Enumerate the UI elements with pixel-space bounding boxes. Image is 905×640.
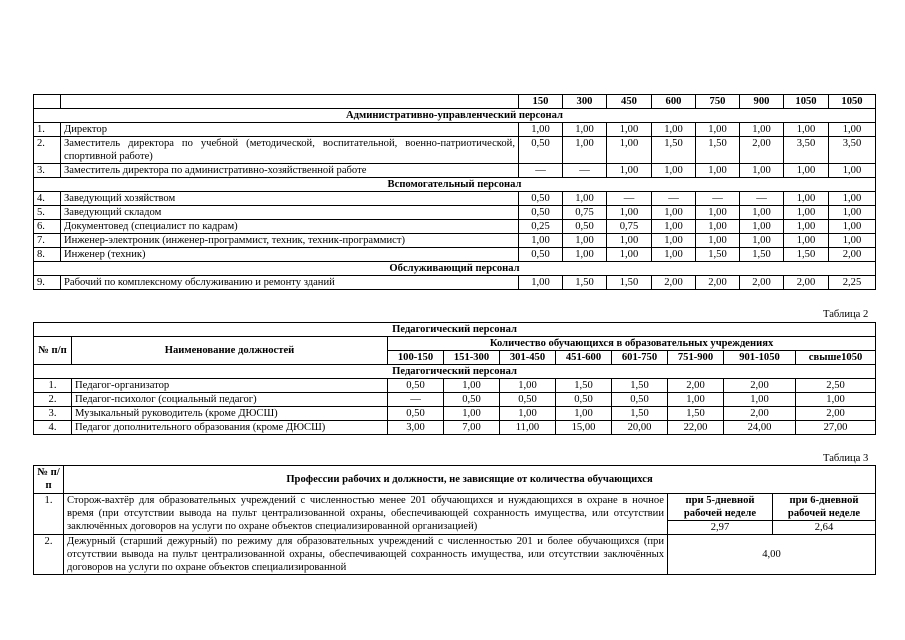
table-row: [34, 234, 876, 248]
name-header: Наименование должностей: [72, 337, 388, 365]
row-num: 4.: [34, 192, 61, 206]
cell-value: 1,50: [696, 248, 740, 262]
cell-value: 3,50: [784, 137, 829, 164]
cell-value: 0,50: [519, 206, 563, 220]
cell-value: 1,50: [784, 248, 829, 262]
row-text: Сторож-вахтёр для образовательных учреждений с численностью менее 201 обучающихся и нуждающихся в охране в ночное время (при отсутствии вывода на пульт централизованной охраны, обеспечивающей сохранность имущества, или отсутствии заключённых договоров на услуги по охране объектов специализированной организацией): [64, 494, 668, 535]
cell-value: 1,00: [519, 123, 563, 137]
row-name: Инженер-электроник (инженер-программист, техник, техник-программист): [61, 234, 519, 248]
cell-value: 0,50: [519, 192, 563, 206]
cell-value: 3,00: [388, 421, 444, 435]
cell-value: 2,50: [796, 379, 876, 393]
cell-value: 2,00: [796, 407, 876, 421]
cell-value: 0,50: [444, 393, 500, 407]
cell-value: 1,00: [668, 393, 724, 407]
cell-value: 2,00: [740, 276, 784, 290]
cell-value: 1,00: [829, 206, 876, 220]
cell-value: 1,00: [796, 393, 876, 407]
range-header: 901-1050: [724, 351, 796, 365]
cell-value: 0,25: [519, 220, 563, 234]
row-name: Музыкальный руководитель (кроме ДЮСШ): [72, 407, 388, 421]
cell-value: 1,00: [696, 206, 740, 220]
cell-value: 2,25: [829, 276, 876, 290]
table-row: [34, 494, 876, 521]
cell-value: 1,00: [607, 123, 652, 137]
table2-caption: Таблица 2: [823, 309, 869, 320]
cell-value: 22,00: [668, 421, 724, 435]
five-day-week-value: 2,97: [668, 521, 773, 535]
header-900: 900: [740, 95, 784, 109]
table2-title-row: [34, 323, 876, 337]
cell-value: 1,00: [607, 164, 652, 178]
cell-value: 1,00: [724, 393, 796, 407]
cell-value: 0,50: [612, 393, 668, 407]
row-name: Рабочий по комплексному обслуживанию и ремонту зданий: [61, 276, 519, 290]
staffing-table-2: [33, 322, 876, 435]
cell-value: 0,50: [519, 248, 563, 262]
cell-value: 20,00: [612, 421, 668, 435]
table-row: [34, 164, 876, 178]
cell-value: 1,00: [563, 192, 607, 206]
row-text: Дежурный (старший дежурный) по режиму для образовательных учреждений с численностью 201 и более обучающихся (при отсутствии вывода на пульт централизованной охраны, обеспечивающей сохранность имущества, или отсутствии заключённых договоров на услуги по охране объектов специализированной: [64, 535, 668, 575]
cell-value: 27,00: [796, 421, 876, 435]
cell-value: 1,00: [652, 248, 696, 262]
row-num: 4.: [34, 421, 72, 435]
cell-value: —: [388, 393, 444, 407]
cell-value: 7,00: [444, 421, 500, 435]
cell-value: 1,00: [556, 407, 612, 421]
row-name: Заведующий складом: [61, 206, 519, 220]
cell-value: 2,00: [724, 407, 796, 421]
header-num-empty: [34, 95, 61, 109]
row-num: 2.: [34, 137, 61, 164]
row-value: 4,00: [668, 535, 876, 575]
cell-value: 1,00: [696, 220, 740, 234]
six-day-week-header: при 6-дневной рабочей неделе: [773, 494, 876, 521]
row-name: Заместитель директора по учебной (методической, воспитательной, военно-патриотической, спортивной работе): [61, 137, 519, 164]
cell-value: 2,00: [696, 276, 740, 290]
num-header: № п/п: [34, 466, 64, 494]
cell-value: 2,00: [668, 379, 724, 393]
cell-value: 1,50: [696, 137, 740, 164]
row-num: 1.: [34, 123, 61, 137]
cell-value: 1,00: [784, 206, 829, 220]
cell-value: 1,00: [607, 234, 652, 248]
range-header: 751-900: [668, 351, 724, 365]
table-row: [34, 421, 876, 435]
cell-value: 1,00: [607, 137, 652, 164]
cell-value: —: [607, 192, 652, 206]
cell-value: 1,00: [444, 407, 500, 421]
table-row: [34, 393, 876, 407]
cell-value: 1,50: [740, 248, 784, 262]
cell-value: 1,00: [652, 164, 696, 178]
cell-value: 1,00: [696, 234, 740, 248]
header-750: 750: [696, 95, 740, 109]
cell-value: 1,00: [563, 248, 607, 262]
cell-value: 0,75: [607, 220, 652, 234]
table-row: [34, 206, 876, 220]
table1-header-row: [34, 95, 876, 109]
num-header: № п/п: [34, 337, 72, 365]
row-name: Директор: [61, 123, 519, 137]
cell-value: 1,00: [652, 234, 696, 248]
cell-value: —: [696, 192, 740, 206]
cell-value: 1,00: [829, 192, 876, 206]
table3-title: Профессии рабочих и должности, не зависящие от количества обучающихся: [64, 466, 876, 494]
cell-value: 1,00: [784, 192, 829, 206]
cell-value: 1,00: [607, 206, 652, 220]
row-name: Документовед (специалист по кадрам): [61, 220, 519, 234]
cell-value: 1,00: [740, 206, 784, 220]
cell-value: 1,00: [784, 220, 829, 234]
cell-value: 2,00: [829, 248, 876, 262]
six-day-week-value: 2,64: [773, 521, 876, 535]
cell-value: 24,00: [724, 421, 796, 435]
row-name: Педагог-организатор: [72, 379, 388, 393]
row-num: 9.: [34, 276, 61, 290]
range-header: 151-300: [444, 351, 500, 365]
header-450: 450: [607, 95, 652, 109]
row-num: 8.: [34, 248, 61, 262]
cell-value: 1,00: [500, 407, 556, 421]
cell-value: 0,50: [388, 379, 444, 393]
cell-value: 1,50: [668, 407, 724, 421]
cell-value: 3,50: [829, 137, 876, 164]
row-num: 3.: [34, 164, 61, 178]
range-header: 451-600: [556, 351, 612, 365]
cell-value: 2,00: [740, 137, 784, 164]
table2-header-row: [34, 337, 876, 351]
table-row: [34, 220, 876, 234]
row-num: 6.: [34, 220, 61, 234]
row-name: Заведующий хозяйством: [61, 192, 519, 206]
cell-value: 0,50: [556, 393, 612, 407]
cell-value: 1,00: [696, 164, 740, 178]
table2-title: Педагогический персонал: [34, 323, 876, 337]
cell-value: 1,50: [612, 407, 668, 421]
range-header: свыше1050: [796, 351, 876, 365]
row-num: 3.: [34, 407, 72, 421]
cell-value: 1,00: [784, 234, 829, 248]
cell-value: 1,00: [829, 164, 876, 178]
cell-value: 1,50: [652, 137, 696, 164]
table-row: [34, 192, 876, 206]
header-600: 600: [652, 95, 696, 109]
section-row: [34, 262, 876, 276]
row-name: Инженер (техник): [61, 248, 519, 262]
cell-value: 1,00: [696, 123, 740, 137]
cell-value: 1,00: [740, 234, 784, 248]
cell-value: 1,00: [519, 234, 563, 248]
cell-value: 1,00: [563, 137, 607, 164]
cell-value: 0,50: [563, 220, 607, 234]
cell-value: 1,00: [829, 123, 876, 137]
row-num: 2.: [34, 535, 64, 575]
staffing-table-1: [33, 94, 876, 290]
table3-header-row: [34, 466, 876, 494]
cell-value: 1,00: [652, 123, 696, 137]
section-title-pedagogical: Педагогический персонал: [34, 365, 876, 379]
cell-value: 2,00: [652, 276, 696, 290]
cell-value: 1,00: [740, 123, 784, 137]
section-title-service: Обслуживающий персонал: [34, 262, 876, 276]
cell-value: 2,00: [784, 276, 829, 290]
cell-value: 1,50: [612, 379, 668, 393]
cell-value: 1,50: [563, 276, 607, 290]
section-row: [34, 178, 876, 192]
count-header: Количество обучающихся в образовательных учреждениях: [388, 337, 876, 351]
cell-value: 1,00: [829, 234, 876, 248]
five-day-week-header: при 5-дневной рабочей неделе: [668, 494, 773, 521]
cell-value: 1,00: [519, 276, 563, 290]
row-num: 1.: [34, 379, 72, 393]
section-title-auxiliary: Вспомогательный персонал: [34, 178, 876, 192]
row-num: 5.: [34, 206, 61, 220]
table-row: [34, 123, 876, 137]
cell-value: 1,00: [607, 248, 652, 262]
cell-value: —: [740, 192, 784, 206]
table-row: [34, 137, 876, 164]
table-row: [34, 379, 876, 393]
header-name-empty: [61, 95, 519, 109]
cell-value: 1,00: [563, 123, 607, 137]
range-header: 301-450: [500, 351, 556, 365]
cell-value: 1,00: [740, 164, 784, 178]
range-header: 100-150: [388, 351, 444, 365]
cell-value: 1,00: [500, 379, 556, 393]
row-name: Заместитель директора по административно-хозяйственной работе: [61, 164, 519, 178]
header-1050: 1050: [784, 95, 829, 109]
cell-value: 11,00: [500, 421, 556, 435]
cell-value: 1,00: [829, 220, 876, 234]
cell-value: —: [563, 164, 607, 178]
table3-caption: Таблица 3: [823, 453, 869, 464]
range-header: 601-750: [612, 351, 668, 365]
cell-value: 0,75: [563, 206, 607, 220]
cell-value: 1,00: [652, 220, 696, 234]
cell-value: —: [519, 164, 563, 178]
table-row: [34, 535, 876, 575]
table-row: [34, 276, 876, 290]
cell-value: 2,00: [724, 379, 796, 393]
row-name: Педагог дополнительного образования (кроме ДЮСШ): [72, 421, 388, 435]
row-num: 7.: [34, 234, 61, 248]
cell-value: 1,00: [563, 234, 607, 248]
cell-value: 0,50: [519, 137, 563, 164]
cell-value: —: [652, 192, 696, 206]
cell-value: 1,00: [784, 164, 829, 178]
header-300: 300: [563, 95, 607, 109]
header-150: 150: [519, 95, 563, 109]
cell-value: 1,50: [607, 276, 652, 290]
table-row: [34, 407, 876, 421]
row-num: 1.: [34, 494, 64, 535]
row-name: Педагог-психолог (социальный педагог): [72, 393, 388, 407]
staffing-table-3: [33, 465, 876, 575]
row-num: 2.: [34, 393, 72, 407]
cell-value: 1,00: [740, 220, 784, 234]
cell-value: 1,00: [652, 206, 696, 220]
table-row: [34, 248, 876, 262]
cell-value: 15,00: [556, 421, 612, 435]
cell-value: 1,00: [784, 123, 829, 137]
section-row: [34, 109, 876, 123]
section-title-admin: Административно-управленческий персонал: [34, 109, 876, 123]
cell-value: 1,00: [444, 379, 500, 393]
section-row: [34, 365, 876, 379]
cell-value: 0,50: [388, 407, 444, 421]
cell-value: 1,50: [556, 379, 612, 393]
header-1050-2: 1050: [829, 95, 876, 109]
cell-value: 0,50: [500, 393, 556, 407]
